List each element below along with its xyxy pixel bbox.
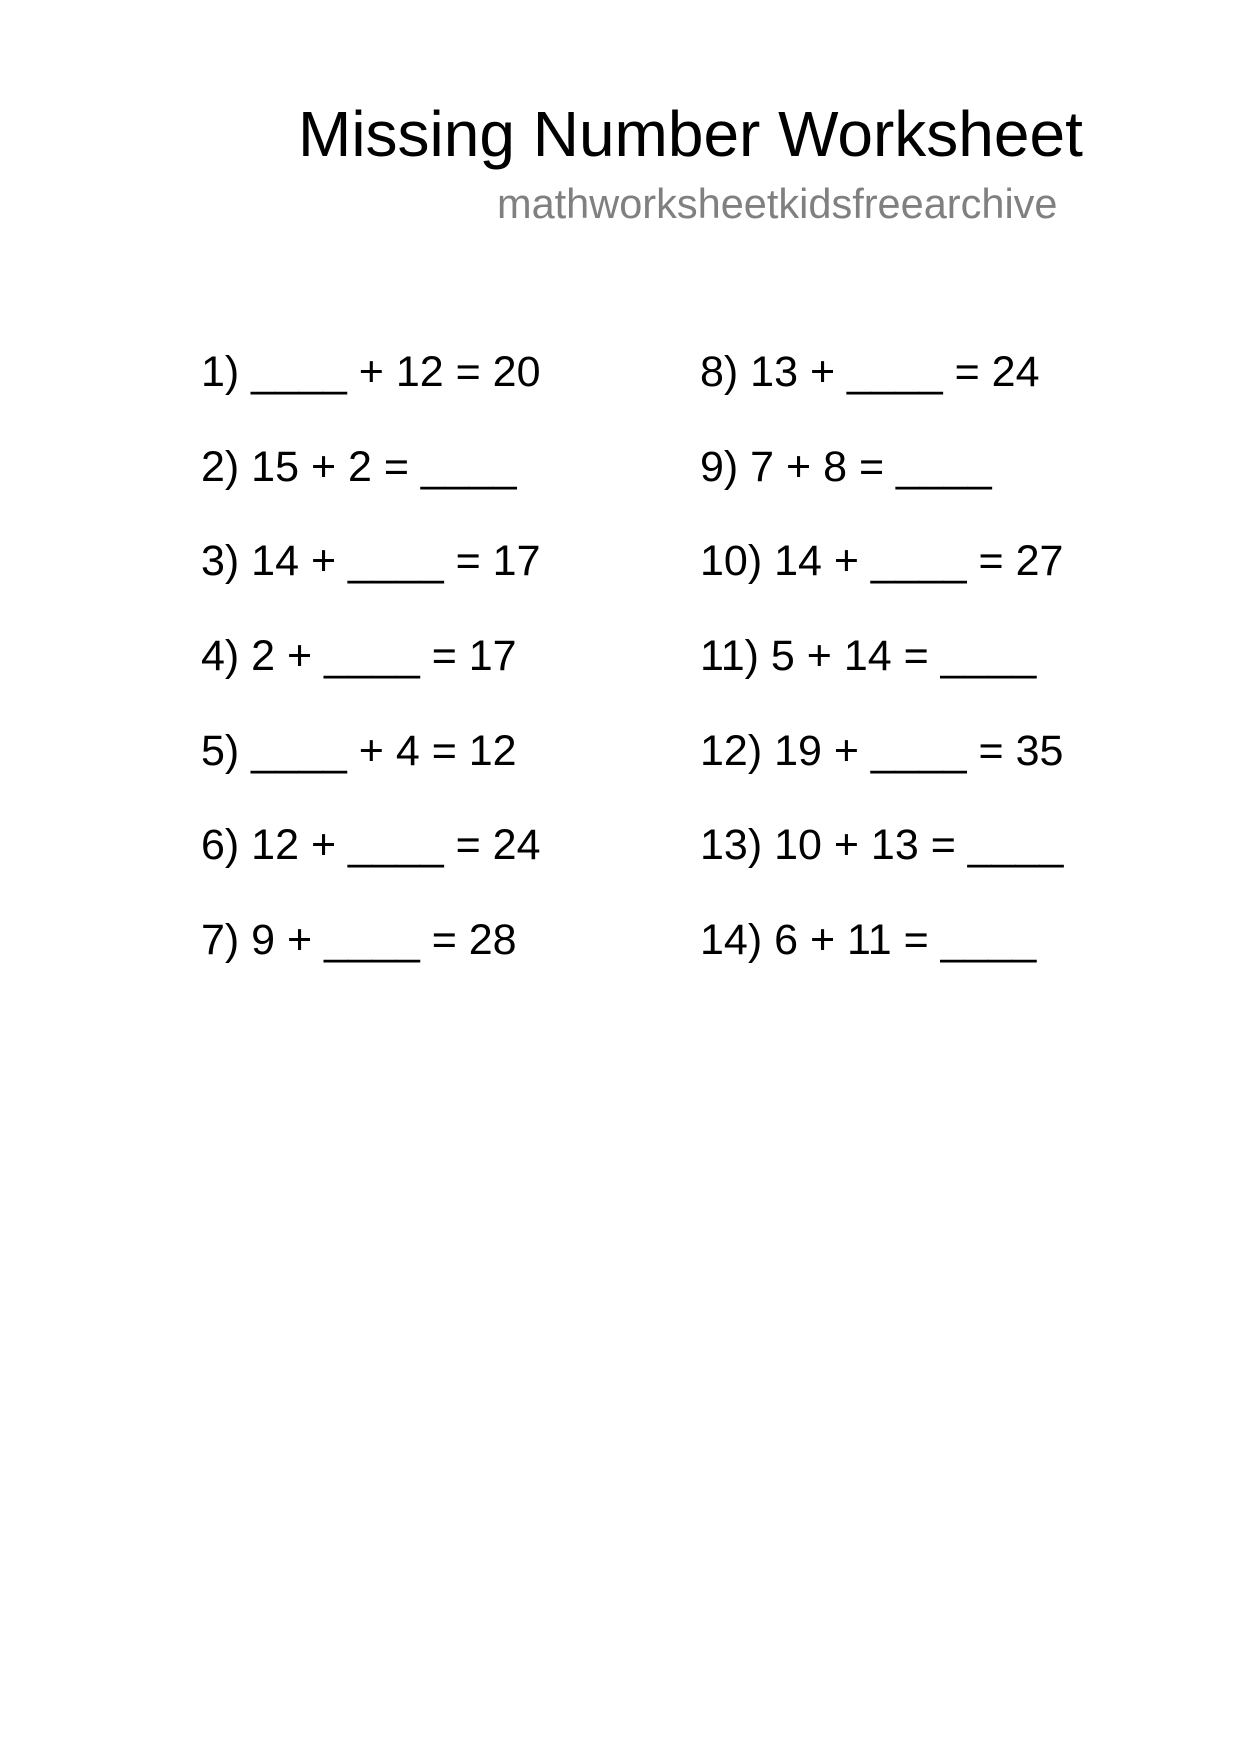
problem-2: 2) 15 + 2 = ____ bbox=[201, 442, 517, 491]
problem-1: 1) ____ + 12 = 20 bbox=[201, 348, 541, 396]
page-title: Missing Number Worksheet bbox=[298, 98, 1083, 170]
problems-left-column bbox=[201, 347, 541, 1010]
problem-5: 5) ____ + 4 = 12 bbox=[201, 726, 517, 775]
problem-9: 9) 7 + 8 = ____ bbox=[700, 442, 992, 491]
problem-11: 11) 5 + 14 = ____ bbox=[700, 632, 1037, 681]
problem-7: 7) 9 + ____ = 28 bbox=[201, 916, 517, 965]
problem-13: 13) 10 + 13 = ____ bbox=[700, 821, 1064, 870]
page-subtitle: mathworksheetkidsfreearchive bbox=[497, 180, 1058, 227]
problem-10: 10) 14 + ____ = 27 bbox=[700, 537, 1064, 586]
problem-3: 3) 14 + ____ = 17 bbox=[201, 537, 541, 586]
problem-8: 8) 13 + ____ = 24 bbox=[700, 348, 1040, 396]
problem-4: 4) 2 + ____ = 17 bbox=[201, 632, 517, 681]
problem-12: 12) 19 + ____ = 35 bbox=[700, 726, 1064, 775]
problems-right-column bbox=[700, 347, 1063, 1010]
problem-6: 6) 12 + ____ = 24 bbox=[201, 821, 541, 870]
problem-14: 14) 6 + 11 = ____ bbox=[700, 916, 1037, 965]
